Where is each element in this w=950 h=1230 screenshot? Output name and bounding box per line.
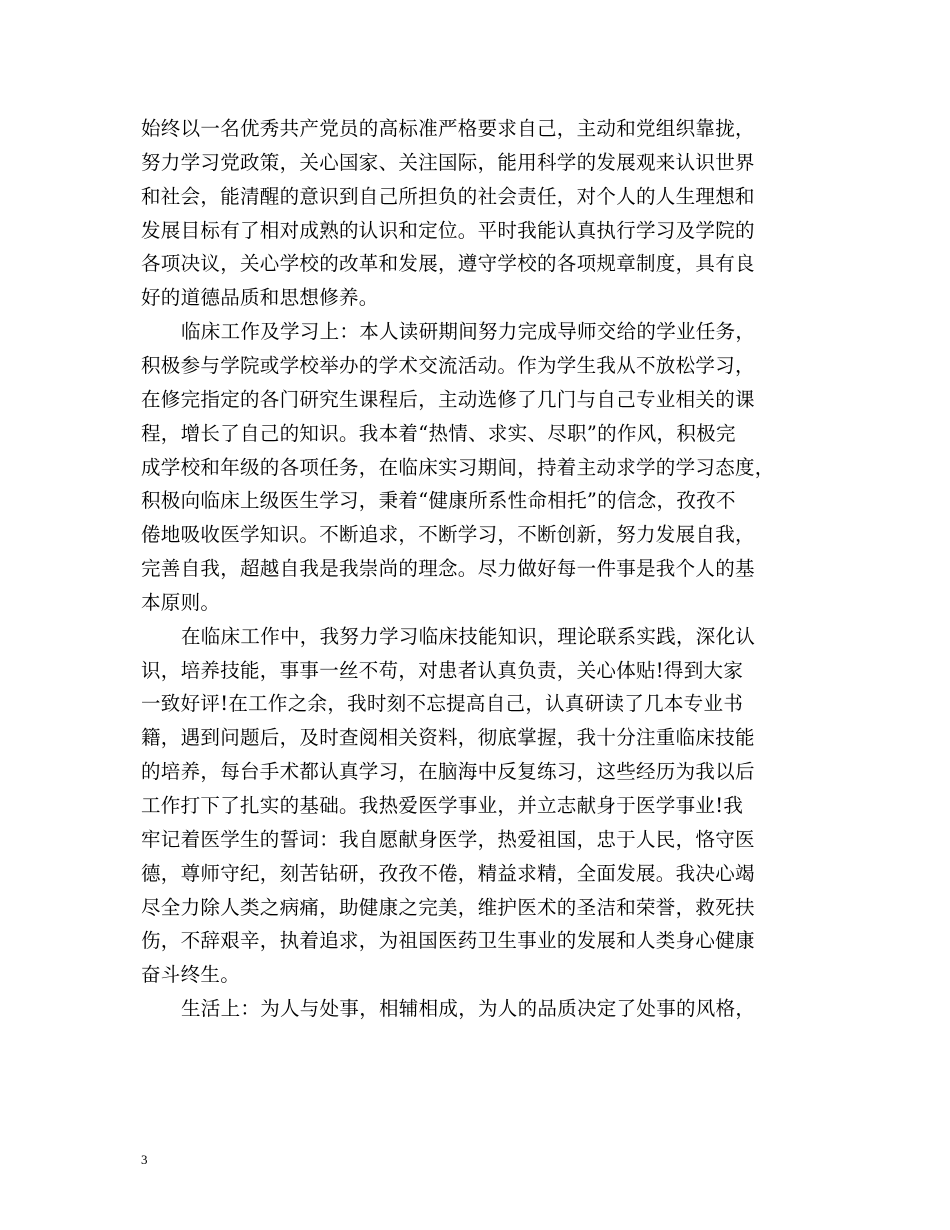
text-line: 尽全力除人类之病痛，助健康之完美，维护医术的圣洁和荣誉，救死扶 [141, 896, 755, 919]
text-line: 成学校和年级的各项任务，在临床实习期间，持着主动求学的学习态度， [141, 456, 775, 479]
text-line: 本原则。 [141, 591, 221, 614]
text-line: 始终以一名优秀共产党员的高标准严格要求自己，主动和党组织靠拢， [141, 117, 755, 140]
text-line: 在修完指定的各门研究生课程后，主动选修了几门与自己专业相关的课 [141, 388, 755, 411]
text-line: 籍，遇到问题后，及时查阅相关资料，彻底掌握，我十分注重临床技能 [141, 726, 755, 749]
text-line: 生活上：为人与处事，相辅相成，为人的品质决定了处事的风格， [181, 997, 756, 1020]
text-line: 各项决议，关心学校的改革和发展，遵守学校的各项规章制度，具有良 [141, 252, 755, 275]
text-line: 牢记着医学生的誓词：我自愿献身医学，热爱祖国，忠于人民，恪守医 [141, 828, 755, 851]
text-line: 努力学习党政策，关心国家、关注国际，能用科学的发展观来认识世界 [141, 151, 755, 174]
text-line: 临床工作及学习上：本人读研期间努力完成导师交给的学业任务， [181, 320, 756, 343]
text-line: 完善自我，超越自我是我崇尚的理念。尽力做好每一件事是我个人的基 [141, 557, 755, 580]
text-line: 在临床工作中，我努力学习临床技能知识，理论联系实践，深化认 [181, 625, 756, 648]
text-line: 伤，不辞艰辛，执着追求，为祖国医药卫生事业的发展和人类身心健康 [141, 929, 755, 952]
page-number: 3 [141, 1152, 148, 1167]
text-line: 奋斗终生。 [141, 963, 241, 986]
text-line: 工作打下了扎实的基础。我热爱医学事业，并立志献身于医学事业!我 [141, 794, 744, 817]
text-line: 识，培养技能，事事一丝不苟，对患者认真负责，关心体贴!得到大家 [141, 659, 744, 682]
text-line: 好的道德品质和思想修养。 [141, 286, 379, 309]
text-line: 的培养，每台手术都认真学习，在脑海中反复练习，这些经历为我以后 [141, 760, 755, 783]
text-line: 发展目标有了相对成熟的认识和定位。平时我能认真执行学习及学院的 [141, 219, 755, 242]
text-line: 和社会，能清醒的意识到自己所担负的社会责任，对个人的人生理想和 [141, 185, 755, 208]
text-line: 一致好评!在工作之余，我时刻不忘提高自己，认真研读了几本专业书 [141, 692, 744, 715]
text-line: 积极向临床上级医生学习，秉着“健康所系性命相托”的信念，孜孜不 [141, 489, 736, 512]
text-line: 程，增长了自己的知识。我本着“热情、求实、尽职”的作风，积极完 [141, 422, 736, 445]
text-line: 积极参与学院或学校举办的学术交流活动。作为学生我从不放松学习， [141, 354, 755, 377]
text-line: 倦地吸收医学知识。不断追求，不断学习，不断创新，努力发展自我， [141, 523, 755, 546]
text-line: 德，尊师守纪，刻苦钻研，孜孜不倦，精益求精，全面发展。我决心竭 [141, 862, 755, 885]
